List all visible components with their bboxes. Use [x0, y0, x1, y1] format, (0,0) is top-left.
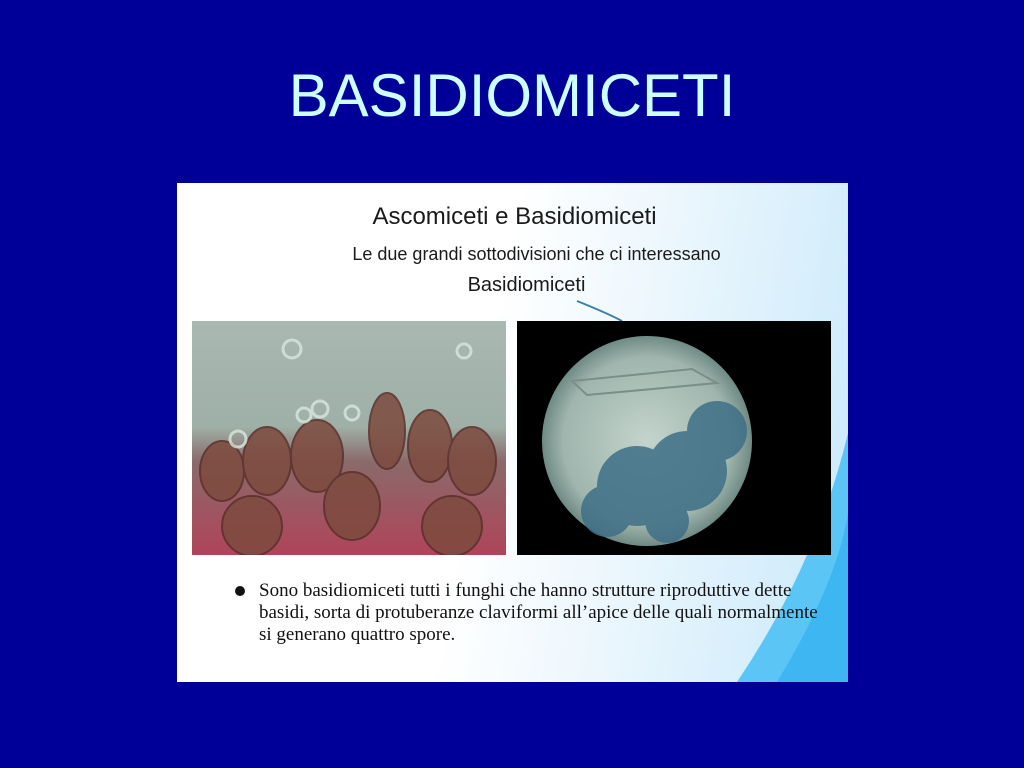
- microscope-photo-spores: [517, 321, 831, 555]
- bullet-icon: [235, 586, 245, 596]
- inset-subheading: Le due grandi sottodivisioni che ci interessano: [352, 244, 721, 264]
- inset-label: Basidiomiceti: [467, 274, 586, 296]
- inset-heading: Ascomiceti e Basidiomiceti: [372, 203, 657, 230]
- bullet-text: Sono basidiomiceti tutti i funghi che hanno strutture riproduttive dette basidi, sorta di protuberanze claviformi all’apice delle quali normalmente si generano quattro spore.: [259, 580, 818, 645]
- inset-slide-image: [177, 183, 848, 682]
- slide-title: BASIDIOMICETI: [288, 62, 736, 129]
- microscope-photo-basidia: [192, 321, 506, 555]
